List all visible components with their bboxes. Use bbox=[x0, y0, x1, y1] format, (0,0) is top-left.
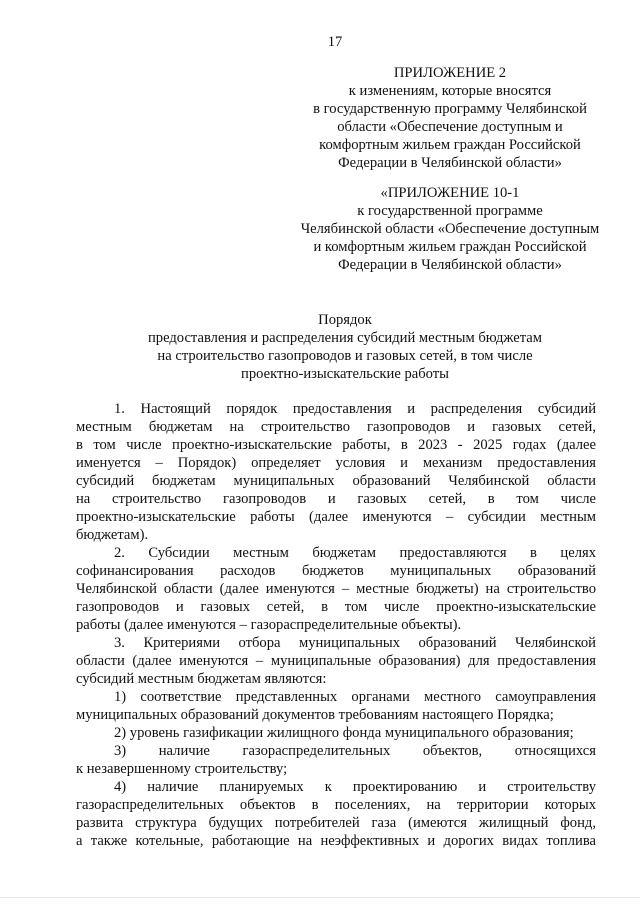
paragraph-line: муниципальных образований документов требованиям настоящего Порядка; bbox=[76, 707, 554, 723]
paragraph-line: 3. Критериями отбора муниципальных образований Челябинской bbox=[114, 635, 596, 651]
document-body bbox=[76, 400, 596, 850]
paragraph-line: Челябинской области (далее именуются – местные бюджеты) на строительство bbox=[76, 581, 596, 597]
paragraph-line: развита структура будущих потребителей газа (имеются жилищный фонд, bbox=[76, 815, 596, 831]
title-line: проектно-изыскательские работы bbox=[241, 366, 449, 382]
paragraph bbox=[76, 634, 596, 688]
appendix-2-header bbox=[300, 64, 600, 172]
title-line: на строительство газопроводов и газовых сетей, в том числе bbox=[157, 348, 533, 364]
title-line: Порядок bbox=[318, 312, 372, 328]
paragraph bbox=[76, 778, 596, 850]
appendix-2-line: комфортным жильем граждан Российской bbox=[319, 137, 581, 153]
paragraph-line: области (далее именуются – муниципальные образования) для предоставления bbox=[76, 653, 596, 669]
appendix-2-line: области «Обеспечение доступным и bbox=[337, 119, 563, 135]
document-title bbox=[110, 311, 580, 383]
paragraph-line: а также котельные, работающие на неэффективных и дорогих видах топлива bbox=[76, 833, 596, 849]
appendix-10-1-line: к государственной программе bbox=[357, 203, 543, 219]
title-line: предоставления и распределения субсидий местным бюджетам bbox=[147, 330, 543, 346]
paragraph-line: 2) уровень газификации жилищного фонда муниципального образования; bbox=[114, 725, 574, 741]
paragraph-line: газораспределительных объектов в поселениях, на территории которых bbox=[76, 797, 596, 813]
paragraph-line: софинансирования расходов бюджетов муниципальных образований bbox=[76, 563, 596, 579]
appendix-10-1-line: Федерации в Челябинской области» bbox=[338, 257, 562, 273]
paragraph-line: работы (далее именуются – газораспределительные объекты). bbox=[76, 617, 462, 633]
paragraph-line: 3) наличие газораспределительных объектов, относящихся bbox=[114, 743, 596, 759]
appendix-10-1-line: Челябинской области «Обеспечение доступным bbox=[300, 221, 600, 237]
page-number: 17 bbox=[327, 34, 343, 50]
paragraph-line: местным бюджетам на строительство газопроводов и газовых сетей, bbox=[76, 419, 596, 435]
paragraph-line: к незавершенному строительству; bbox=[76, 761, 288, 777]
paragraph bbox=[76, 742, 596, 778]
appendix-2-line: в государственную программу Челябинской bbox=[313, 101, 587, 117]
paragraph-line: бюджетам). bbox=[76, 527, 149, 543]
paragraph-line: 1) соответствие представленных органами местного самоуправления bbox=[114, 689, 596, 705]
appendix-2-line: Федерации в Челябинской области» bbox=[338, 155, 562, 171]
paragraph-line: газопроводов и газовых сетей, в том числе проектно-изыскательские bbox=[76, 599, 596, 615]
paragraph-line: 4) наличие планируемых к проектированию и строительству bbox=[114, 779, 596, 795]
appendix-2-line: ПРИЛОЖЕНИЕ 2 bbox=[393, 65, 507, 81]
paragraph-line: именуется – Порядок) определяет условия и механизм предоставления bbox=[76, 455, 596, 471]
paragraph-line: субсидий местным бюджетам являются: bbox=[76, 671, 327, 687]
page-bottom-edge bbox=[0, 897, 640, 898]
appendix-2-line: к изменениям, которые вносятся bbox=[348, 83, 552, 99]
appendix-10-1-line: «ПРИЛОЖЕНИЕ 10-1 bbox=[380, 185, 520, 201]
appendix-10-1-header bbox=[300, 184, 600, 274]
paragraph-line: 1. Настоящий порядок предоставления и распределения субсидий bbox=[114, 401, 596, 417]
paragraph-line: на строительство газопроводов и газовых сетей, в том числе bbox=[76, 491, 596, 507]
paragraph bbox=[76, 544, 596, 634]
paragraph-line: субсидий бюджетам муниципальных образований Челябинской области bbox=[76, 473, 596, 489]
paragraph bbox=[76, 688, 596, 724]
paragraph bbox=[76, 724, 596, 742]
paragraph bbox=[76, 400, 596, 544]
appendix-10-1-line: и комфортным жильем граждан Российской bbox=[313, 239, 587, 255]
paragraph-line: в том числе проектно-изыскательские работы, в 2023 - 2025 годах (далее bbox=[76, 437, 596, 453]
paragraph-line: проектно-изыскательские работы (далее именуются – субсидии местным bbox=[76, 509, 596, 525]
paragraph-line: 2. Субсидии местным бюджетам предоставляются в целях bbox=[114, 545, 596, 561]
